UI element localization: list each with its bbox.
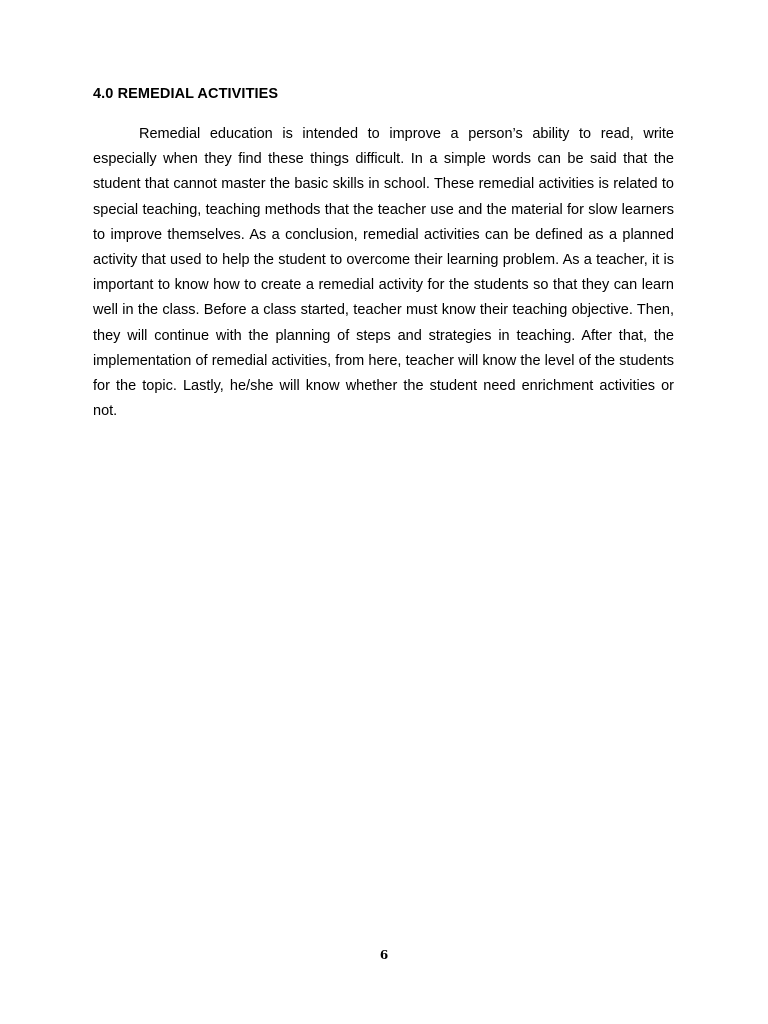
section-heading: 4.0 REMEDIAL ACTIVITIES (93, 86, 279, 102)
page-number: 6 (379, 948, 389, 962)
body-paragraph: Remedial education is intended to improve a person’s ability to read, write especially when they find these things difficult. In a simple words can be said that the student that cannot master the basic skills in school. These remedial activities is related to special teaching, teaching methods that the teacher use and the material for slow learners to improve themselves. As a conclusion, remedial activities can be defined as a planned activity that used to help the student to overcome their learning problem. As a teacher, it is important to know how to create a remedial activity for the students so that they can learn well in the class. Before a class started, teacher must know their teaching objective. Then, they will continue with the planning of steps and strategies in teaching. After that, the implementation of remedial activities, from here, teacher will know the level of the students for the topic. Lastly, he/she will know whether the student need enrichment activities or not. (93, 126, 674, 420)
